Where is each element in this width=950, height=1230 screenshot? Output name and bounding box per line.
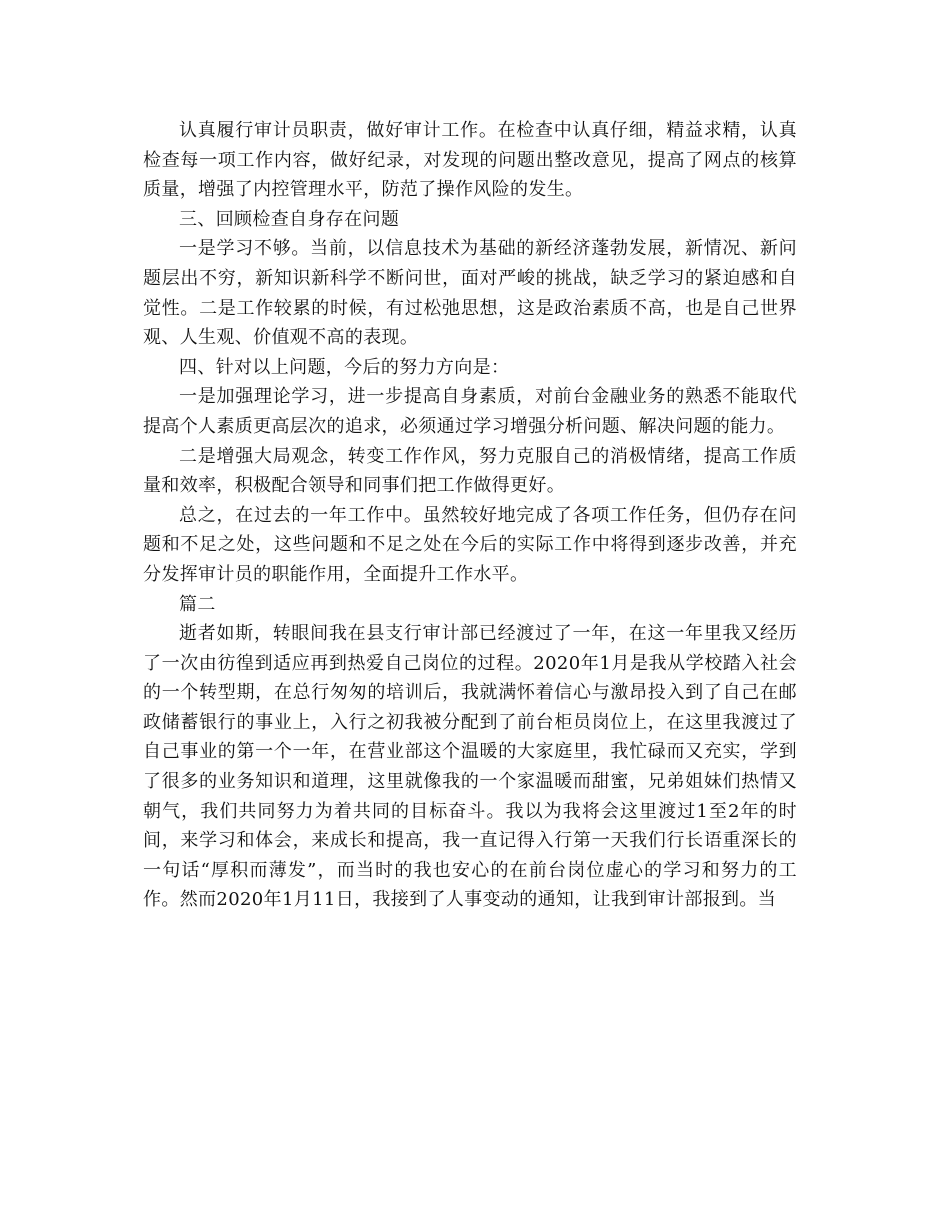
paragraph-problems: 一是学习不够。当前，以信息技术为基础的新经济蓬勃发展，新情况、新问题层出不穷，新知识新科学不断问世，面对严峻的挑战，缺乏学习的紧迫感和自觉性。二是工作较累的时候，有过松弛思想，这是政治素质不高，也是自己世界观、人生观、价值观不高的表现。 [143,238,797,349]
section-heading-improvement: 四、针对以上问题，今后的努力方向是： [179,356,510,378]
document-body [143,116,797,915]
paragraph-summary: 总之，在过去的一年工作中。虽然较好地完成了各项工作任务，但仍存在问题和不足之处，这些问题和不足之处在今后的实际工作中将得到逐步改善，并充分发挥审计员的职能作用，全面提升工作水平。 [143,504,797,585]
paragraph-part-two-body: 逝者如斯，转眼间我在县支行审计部已经渡过了一年，在这一年里我又经历了一次由彷徨到适应再到热爱自己岗位的过程。2020年1月是我从学校踏入社会的一个转型期，在总行匆匆的培训后，我就满怀着信心与激昂投入到了自己在邮政储蓄银行的事业上，入行之初我被分配到了前台柜员岗位上，在这里我渡过了自己事业的第一个一年，在营业部这个温暖的大家庭里，我忙碌而又充实，学到了很多的业务知识和道理，这里就像我的一个家温暖而甜蜜，兄弟姐妹们热情又朝气，我们共同努力为着共同的目标奋斗。我以为我将会这里渡过1至2年的时间，来学习和体会，来成长和提高，我一直记得入行第一天我们行长语重深长的一句话“厚积而薄发”，而当时的我也安心的在前台岗位虚心的学习和努力的工作。然而2020年1月11日，我接到了人事变动的通知，让我到审计部报到。当 [143,623,797,911]
section-heading-self-review: 三、回顾检查自身存在问题 [179,208,400,230]
section-heading-part-two: 篇二 [179,593,216,615]
paragraph-theory-study: 一是加强理论学习，进一步提高自身素质，对前台金融业务的熟悉不能取代提高个人素质更高层次的追求，必须通过学习增强分析问题、解决问题的能力。 [143,386,797,437]
paragraph-overall-view: 二是增强大局观念，转变工作作风，努力克服自己的消极情绪，提高工作质量和效率，积极配合领导和同事们把工作做得更好。 [143,445,797,497]
paragraph-audit-duties: 认真履行审计员职责，做好审计工作。在检查中认真仔细，精益求精，认真检查每一项工作内容，做好纪录，对发现的问题出整改意见，提高了网点的核算质量，增强了内控管理水平，防范了操作风险的发生。 [143,120,797,201]
